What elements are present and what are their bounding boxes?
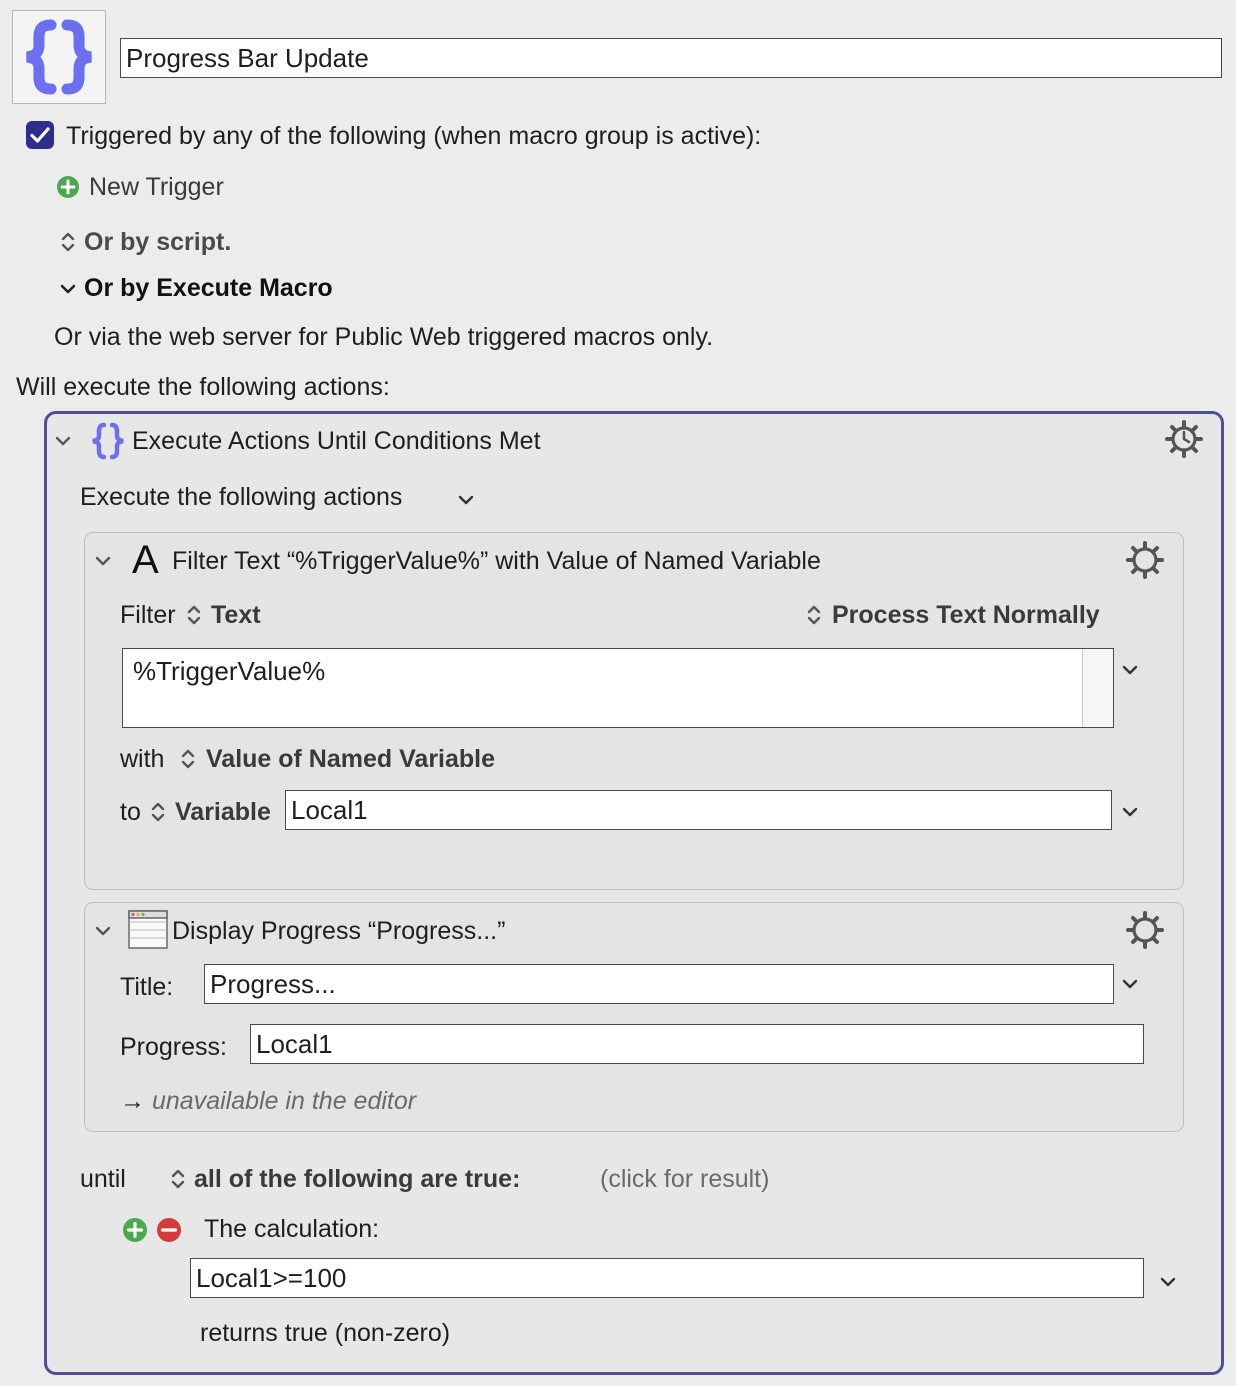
updown-chevron-icon <box>180 746 196 772</box>
until-label: until <box>80 1165 126 1193</box>
curly-braces-icon <box>88 421 128 461</box>
chevron-down-icon[interactable] <box>1120 974 1140 994</box>
updown-chevron-icon <box>186 602 202 628</box>
updown-chevron-icon <box>806 602 822 628</box>
chevron-down-icon[interactable] <box>1158 1272 1178 1292</box>
remove-condition-icon[interactable] <box>156 1217 182 1243</box>
or-by-script-label: Or by script. <box>84 228 232 256</box>
letter-a-icon: A <box>132 538 159 582</box>
actions-header: Will execute the following actions: <box>16 373 390 401</box>
filter-type-popup[interactable] <box>180 744 520 774</box>
progress-action-title: Display Progress “Progress...” <box>172 917 506 945</box>
gear-icon[interactable] <box>1125 540 1165 580</box>
collapse-chevron-icon[interactable] <box>93 551 113 571</box>
curly-braces-icon <box>13 11 105 103</box>
updown-chevron-icon <box>170 1166 186 1192</box>
chevron-down-icon[interactable] <box>1120 802 1140 822</box>
filter-label: Filter <box>120 601 176 629</box>
execute-following-popup[interactable] <box>80 482 500 512</box>
returns-note: returns true (non-zero) <box>200 1319 451 1347</box>
filter-type-label: Value of Named Variable <box>206 745 496 773</box>
with-label: with <box>120 745 165 773</box>
arrow-icon: → <box>120 1087 145 1115</box>
text-input-area[interactable] <box>122 648 1114 728</box>
updown-chevron-icon <box>60 229 76 255</box>
or-by-script-toggle[interactable] <box>58 227 258 257</box>
macro-icon-well[interactable] <box>12 10 106 104</box>
text-source-popup[interactable] <box>186 600 276 630</box>
text-source-label: Text <box>211 601 261 629</box>
variable-name-field[interactable]: Local1 <box>285 790 1112 830</box>
unavailable-note: unavailable in the editor <box>152 1087 417 1115</box>
title-label: Title: <box>120 973 174 1001</box>
chevron-down-icon <box>58 279 78 299</box>
condition-mode-label: all of the following are true: <box>194 1165 521 1193</box>
trigger-checkbox[interactable] <box>26 121 54 149</box>
click-for-result[interactable]: (click for result) <box>600 1165 770 1193</box>
to-label: to <box>120 798 141 826</box>
gear-icon[interactable] <box>1125 910 1165 950</box>
trigger-header: Triggered by any of the following (when macro group is active): <box>66 122 762 150</box>
updown-chevron-icon <box>150 799 166 825</box>
process-mode-popup[interactable] <box>806 600 1106 630</box>
calculation-field[interactable]: Local1>=100 <box>190 1258 1144 1298</box>
progress-title-field[interactable]: Progress... <box>204 964 1114 1004</box>
new-trigger-label: New Trigger <box>89 173 224 201</box>
destination-type-label: Variable <box>175 798 271 826</box>
checkmark-icon <box>26 121 54 149</box>
plus-circle-icon <box>56 175 80 199</box>
or-by-execute-macro-label: Or by Execute Macro <box>84 274 333 302</box>
web-server-note: Or via the web server for Public Web triggered macros only. <box>54 323 714 351</box>
condition-mode-popup[interactable] <box>170 1164 540 1194</box>
collapse-chevron-icon[interactable] <box>93 921 113 941</box>
calculation-label: The calculation: <box>204 1215 380 1243</box>
process-mode-label: Process Text Normally <box>832 601 1100 629</box>
macro-name-field[interactable]: Progress Bar Update <box>120 38 1222 78</box>
filter-action-title: Filter Text “%TriggerValue%” with Value of Named Variable <box>172 547 821 575</box>
window-icon <box>128 910 168 950</box>
until-action-title: Execute Actions Until Conditions Met <box>132 427 541 455</box>
progress-value-field[interactable]: Local1 <box>250 1024 1144 1064</box>
collapse-chevron-icon[interactable] <box>53 431 73 451</box>
destination-type-popup[interactable] <box>150 797 280 827</box>
text-input-value: %TriggerValue% <box>133 656 326 686</box>
text-area-scrollbar[interactable] <box>1082 649 1113 727</box>
add-condition-icon[interactable] <box>122 1217 148 1243</box>
progress-label: Progress: <box>120 1033 227 1061</box>
execute-following-label: Execute the following actions <box>80 483 403 511</box>
or-by-execute-macro-toggle[interactable] <box>58 273 358 303</box>
gear-icon[interactable] <box>1164 419 1204 459</box>
chevron-down-icon[interactable] <box>1120 660 1140 680</box>
chevron-down-icon <box>456 490 476 510</box>
